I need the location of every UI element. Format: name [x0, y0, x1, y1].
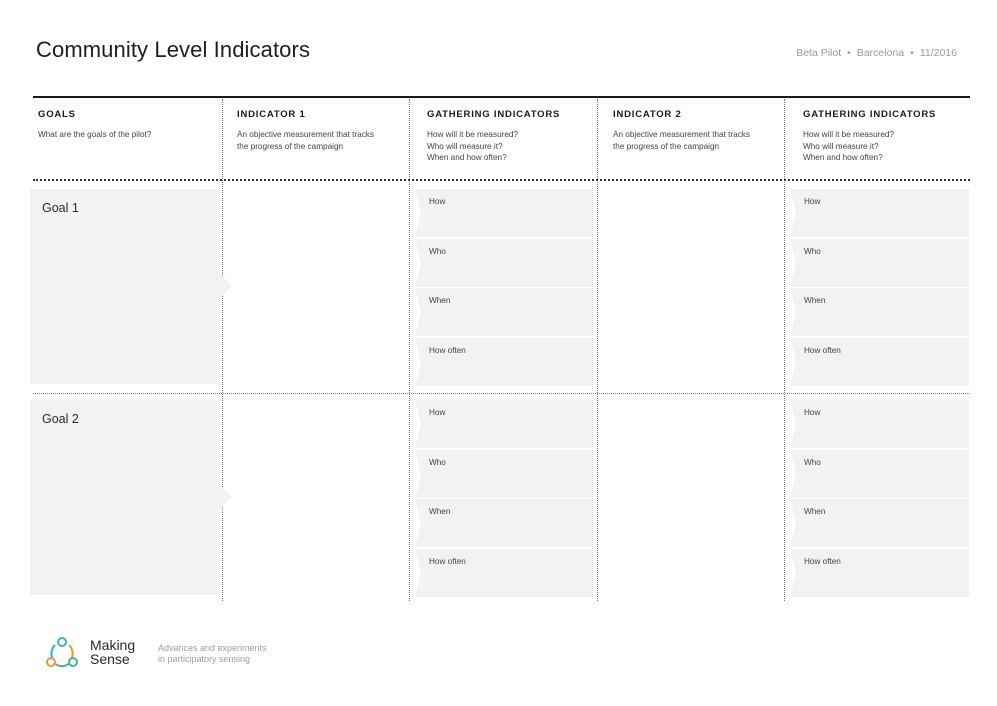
column-heading: INDICATOR 1	[237, 109, 306, 120]
gathering-label: How often	[429, 556, 466, 566]
description-line: How will it be measured?	[427, 130, 519, 139]
cell-notch-icon	[415, 338, 422, 386]
description-line: How will it be measured?	[803, 130, 895, 139]
page-title: Community Level Indicators	[36, 37, 311, 62]
cell-notch-icon	[790, 338, 797, 386]
meta-city: Barcelona	[856, 47, 905, 59]
brand-name	[90, 639, 135, 666]
gathering-cell[interactable]	[790, 499, 969, 547]
cell-notch-icon	[790, 239, 797, 287]
cell-notch-icon	[415, 239, 422, 287]
description-line: the progress of the campaign	[237, 141, 344, 151]
column-header-indicator-1	[237, 109, 374, 152]
description-line: An objective measurement that tracks	[237, 130, 374, 139]
gathering-label: How	[804, 197, 821, 206]
cell-notch-icon	[790, 189, 797, 237]
column-divider	[784, 99, 785, 601]
gathering-label: When	[429, 507, 451, 516]
column-description	[427, 129, 560, 164]
column-header-gathering-2	[803, 109, 936, 164]
goal-arrow-icon	[218, 272, 232, 300]
column-heading: GATHERING INDICATORS	[803, 109, 937, 120]
description-line: the progress of the campaign	[613, 141, 720, 151]
gathering-label: How often	[429, 345, 466, 355]
column-description	[237, 129, 374, 152]
cell-notch-icon	[415, 499, 422, 547]
making-sense-logo-icon	[45, 636, 79, 670]
header-rule	[33, 96, 970, 98]
description-line: When and how often?	[803, 153, 883, 163]
goal-label: Goal 2	[42, 412, 79, 426]
description-line: Who will measure it?	[803, 141, 879, 151]
gathering-cell[interactable]	[790, 450, 969, 498]
cell-notch-icon	[790, 499, 797, 547]
brand-line: Making	[90, 637, 136, 653]
column-header-indicator-2	[613, 109, 750, 152]
gathering-cell[interactable]	[415, 189, 594, 237]
gathering-cell[interactable]	[415, 400, 594, 448]
column-divider	[409, 99, 410, 601]
row-divider	[33, 393, 970, 394]
gathering-label: Who	[429, 457, 446, 467]
brand-tagline	[158, 643, 298, 665]
column-header-goals	[38, 109, 151, 141]
cell-notch-icon	[790, 288, 797, 336]
gathering-label: When	[804, 296, 826, 305]
cell-notch-icon	[415, 549, 422, 597]
cell-notch-icon	[790, 549, 797, 597]
column-heading: GATHERING INDICATORS	[427, 109, 561, 120]
column-description	[803, 129, 936, 164]
gathering-cell[interactable]	[415, 450, 594, 498]
gathering-label: Who	[429, 246, 446, 256]
goal-label: Goal 1	[42, 201, 79, 215]
goal-arrow-icon	[218, 483, 232, 511]
cell-notch-icon	[415, 288, 422, 336]
cell-notch-icon	[415, 189, 422, 237]
meta-pilot: Beta Pilot	[796, 47, 842, 59]
meta-separator: •	[847, 47, 851, 59]
gathering-label: How	[429, 408, 446, 417]
gathering-cell[interactable]	[415, 549, 594, 597]
gathering-cell[interactable]	[415, 288, 594, 336]
cell-notch-icon	[790, 450, 797, 498]
tagline-line: Advances and experiments	[158, 643, 267, 653]
gathering-label: Who	[804, 246, 821, 256]
description-line: Who will measure it?	[427, 141, 503, 151]
cell-notch-icon	[415, 400, 422, 448]
column-heading: INDICATOR 2	[613, 109, 682, 120]
gathering-cell[interactable]	[790, 189, 969, 237]
brand-line: Sense	[90, 650, 130, 667]
description-line: What are the goals of the pilot?	[38, 130, 152, 139]
gathering-cell[interactable]	[790, 549, 969, 597]
column-description	[613, 129, 750, 152]
gathering-label: How	[429, 197, 446, 206]
column-header-gathering-1	[427, 109, 560, 164]
cell-notch-icon	[790, 400, 797, 448]
gathering-cell[interactable]	[790, 338, 969, 386]
column-divider	[222, 99, 223, 601]
goal-2-box[interactable]	[30, 400, 218, 595]
meta-separator: •	[910, 47, 914, 59]
gathering-label: How	[804, 408, 821, 417]
gathering-cell[interactable]	[790, 239, 969, 287]
cell-notch-icon	[415, 450, 422, 498]
description-line: When and how often?	[427, 153, 507, 163]
page-meta	[796, 47, 957, 59]
gathering-cell[interactable]	[790, 288, 969, 336]
gathering-label: Who	[804, 457, 821, 467]
goal-1-box[interactable]	[30, 189, 218, 384]
gathering-cell[interactable]	[790, 400, 969, 448]
column-divider	[597, 99, 598, 601]
gathering-cell[interactable]	[415, 239, 594, 287]
column-heading: GOALS	[38, 109, 76, 120]
description-line: An objective measurement that tracks	[613, 130, 750, 139]
column-description	[38, 129, 151, 141]
tagline-line: in participatory sensing	[158, 654, 251, 664]
header-divider	[33, 179, 970, 181]
gathering-cell[interactable]	[415, 499, 594, 547]
gathering-label: How often	[804, 556, 841, 566]
meta-date: 11/2016	[919, 47, 957, 59]
gathering-label: How often	[804, 345, 841, 355]
gathering-label: When	[429, 296, 451, 305]
gathering-label: When	[804, 507, 826, 516]
gathering-cell[interactable]	[415, 338, 594, 386]
